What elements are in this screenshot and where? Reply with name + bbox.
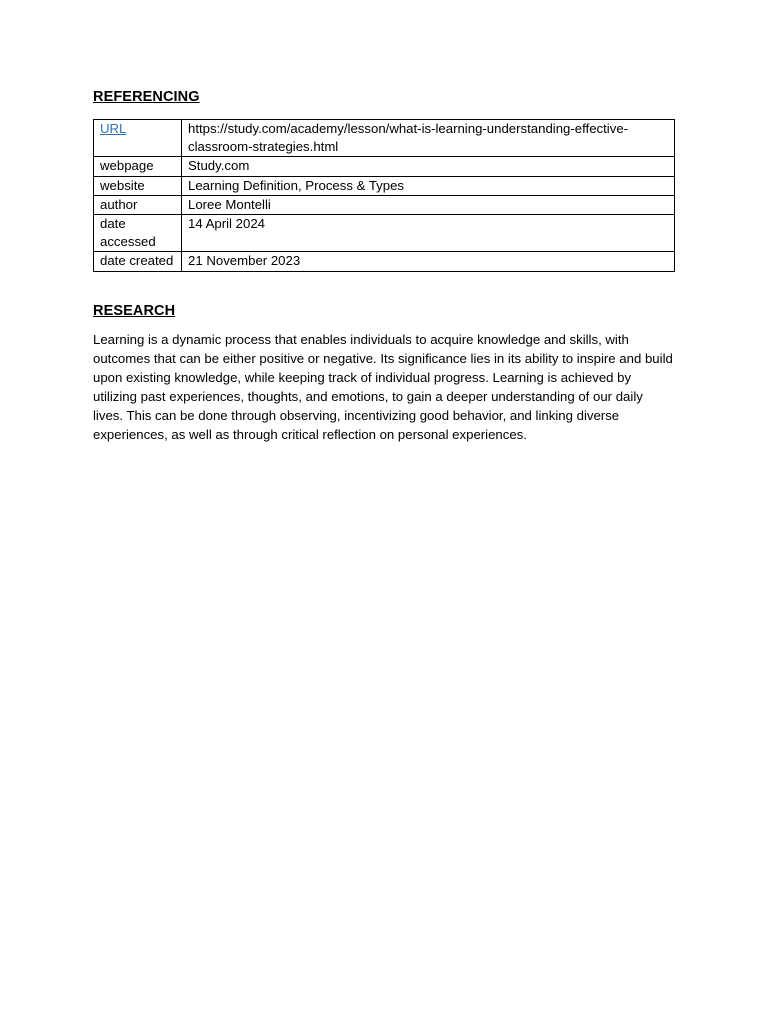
table-row xyxy=(94,195,675,214)
reference-value-date-accessed: 14 April 2024 xyxy=(182,215,675,252)
reference-key-author: author xyxy=(94,195,182,214)
referencing-heading: REFERENCING xyxy=(93,89,200,105)
reference-value-webpage: Study.com xyxy=(182,157,675,176)
table-row xyxy=(94,215,675,252)
table-row xyxy=(94,120,675,157)
table-row xyxy=(94,157,675,176)
reference-key-website: website xyxy=(94,176,182,195)
reference-value-url: https://study.com/academy/lesson/what-is-learning-understanding-effective-classroom-strategies.html xyxy=(182,120,675,157)
url-link[interactable]: URL xyxy=(100,121,127,136)
reference-value-date-created: 21 November 2023 xyxy=(182,252,675,271)
reference-value-author: Loree Montelli xyxy=(182,195,675,214)
table-row xyxy=(94,252,675,271)
reference-key-date-created: date created xyxy=(94,252,182,271)
document-page xyxy=(93,86,675,444)
reference-key-date-accessed: date accessed xyxy=(94,215,182,252)
research-heading: RESEARCH xyxy=(93,302,176,319)
reference-table xyxy=(93,119,675,272)
research-paragraph: Learning is a dynamic process that enables individuals to acquire knowledge and skills, with outcomes that can be either positive or negative. Its significance lies in its ability to inspire and build upon existing knowledge, while keeping track of individual progress. Learning is achieved by utilizing past experiences, thoughts, and emotions, to gain a deeper understanding of our daily lives. This can be done through observing, incentivizing good behavior, and linking diverse experiences, as well as through critical reflection on personal experiences. xyxy=(93,331,673,443)
reference-key-url[interactable] xyxy=(94,120,182,157)
table-row xyxy=(94,176,675,195)
reference-key-webpage: webpage xyxy=(94,157,182,176)
reference-value-website: Learning Definition, Process & Types xyxy=(182,176,675,195)
